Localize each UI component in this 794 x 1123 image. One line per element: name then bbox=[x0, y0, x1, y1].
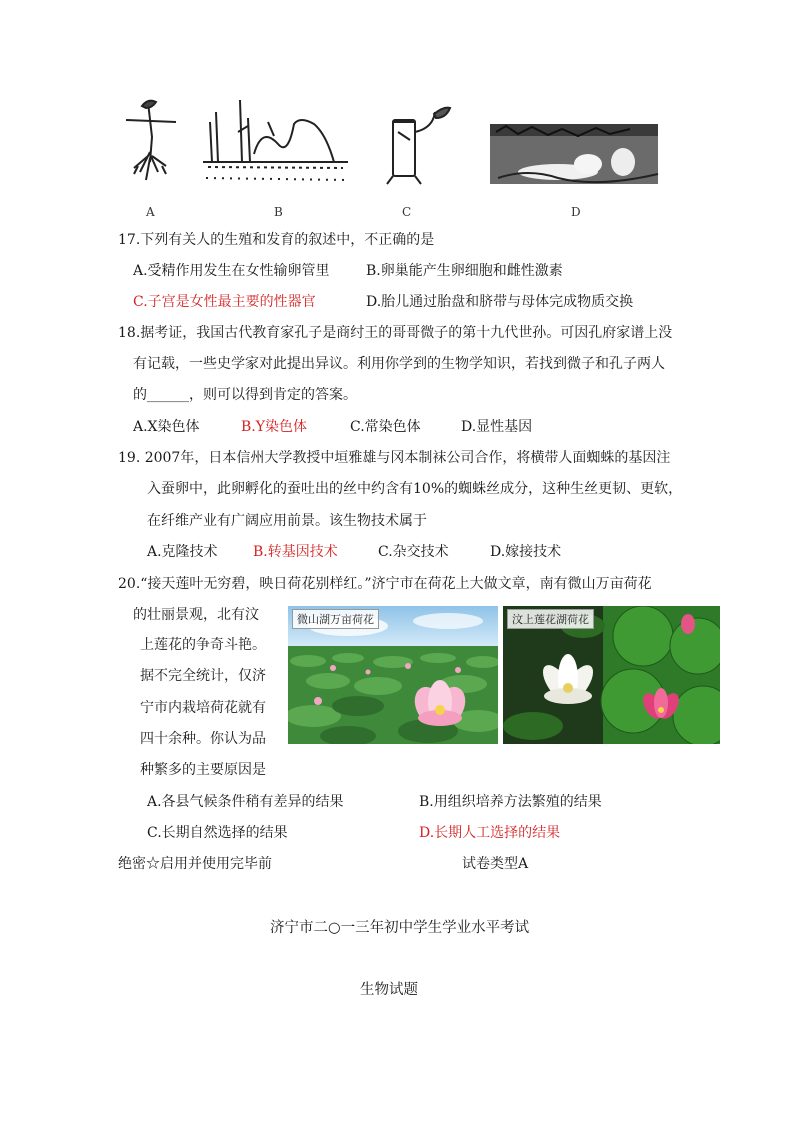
q20-side-line-3: 据不完全统计，仅济 bbox=[140, 668, 266, 684]
q18-line-2: 有记载，一些史学家对此提出异议。利用你学到的生物学知识，若找到微子和孔子两人 bbox=[133, 356, 665, 372]
q19-line-1: 19. 2007年，日本信州大学教授中垣雅雄与冈本制袜公司合作，将横带人面蜘蛛的基因注 bbox=[118, 450, 671, 466]
q20-side-line-5: 四十余种。你认为品 bbox=[140, 731, 266, 747]
figure-d-sketch bbox=[490, 124, 658, 184]
secret-notice: 绝密☆启用并使用完毕前 bbox=[118, 856, 272, 872]
q20-line-1: 20.“接天莲叶无穷碧，映日荷花别样红。”济宁市在荷花上大做文章，南有微山万亩荷花 bbox=[118, 576, 652, 592]
q18-option-a: A.X染色体 bbox=[133, 419, 200, 435]
q18-option-d: D.显性基因 bbox=[461, 419, 533, 435]
weishan-lotus-photo bbox=[288, 606, 498, 744]
q20-option-c: C.长期自然选择的结果 bbox=[147, 825, 288, 841]
subject-title: 生物试题 bbox=[360, 982, 418, 998]
propagation-figures bbox=[118, 92, 678, 202]
q20-option-d-answer: D.长期人工选择的结果 bbox=[419, 825, 561, 841]
wenshang-lotus-photo bbox=[503, 606, 720, 744]
q19-option-d: D.嫁接技术 bbox=[490, 544, 562, 560]
q20-side-line-2: 上莲花的争奇斗艳。 bbox=[140, 637, 266, 653]
figure-label-a: A bbox=[146, 205, 155, 219]
q19-line-2: 入蚕卵中，此卵孵化的蚕吐出的丝中约含有10%的蜘蛛丝成分，这种生丝更韧、更软， bbox=[147, 481, 683, 497]
q18-line-1: 18.据考证，我国古代教育家孔子是商纣王的哥哥微子的第十九代世孙。可因孔府家谱上没 bbox=[118, 325, 673, 341]
figure-b-sketch bbox=[203, 100, 348, 180]
q20-option-b: B.用组织培养方法繁殖的结果 bbox=[419, 794, 602, 810]
q20-option-a: A.各县气候条件稍有差异的结果 bbox=[147, 794, 344, 810]
figure-label-d: D bbox=[571, 205, 581, 219]
q19-line-3: 在纤维产业有广阔应用前景。该生物技术属于 bbox=[147, 513, 427, 529]
figure-a-sketch bbox=[126, 101, 176, 180]
q20-side-line-1: 的壮丽景观，北有汶 bbox=[133, 607, 259, 623]
figure-label-c: C bbox=[402, 205, 412, 219]
q18-option-c: C.常染色体 bbox=[350, 419, 421, 435]
q20-side-line-6: 种繁多的主要原因是 bbox=[140, 762, 266, 778]
q17-option-d: D.胎儿通过胎盘和脐带与母体完成物质交换 bbox=[366, 294, 634, 310]
q17-option-b: B.卵巢能产生卵细胞和雌性激素 bbox=[366, 263, 563, 279]
figure-label-b: B bbox=[274, 205, 283, 219]
q17-option-c-answer: C.子宫是女性最主要的性器官 bbox=[133, 294, 316, 310]
q18-line-3: 的______，则可以得到肯定的答案。 bbox=[133, 387, 357, 403]
figure-sketches bbox=[118, 92, 678, 202]
q19-option-c: C.杂交技术 bbox=[378, 544, 449, 560]
q17-stem: 17.下列有关人的生殖和发育的叙述中，不正确的是 bbox=[118, 232, 435, 248]
q18-option-b-answer: B.Y染色体 bbox=[241, 419, 307, 435]
figure-c-sketch bbox=[387, 108, 450, 184]
photo-caption-wenshang: 汶上莲花湖荷花 bbox=[507, 609, 594, 629]
photo-caption-weishan: 微山湖万亩荷花 bbox=[292, 609, 379, 629]
q17-option-a: A.受精作用发生在女性输卵管里 bbox=[133, 263, 330, 279]
q19-option-a: A.克隆技术 bbox=[147, 544, 218, 560]
q20-side-line-4: 宁市内栽培荷花就有 bbox=[140, 700, 266, 716]
exam-title: 济宁市二○一三年初中学生学业水平考试 bbox=[270, 920, 530, 936]
paper-type: 试卷类型A bbox=[462, 856, 529, 872]
q19-option-b-answer: B.转基因技术 bbox=[253, 544, 338, 560]
